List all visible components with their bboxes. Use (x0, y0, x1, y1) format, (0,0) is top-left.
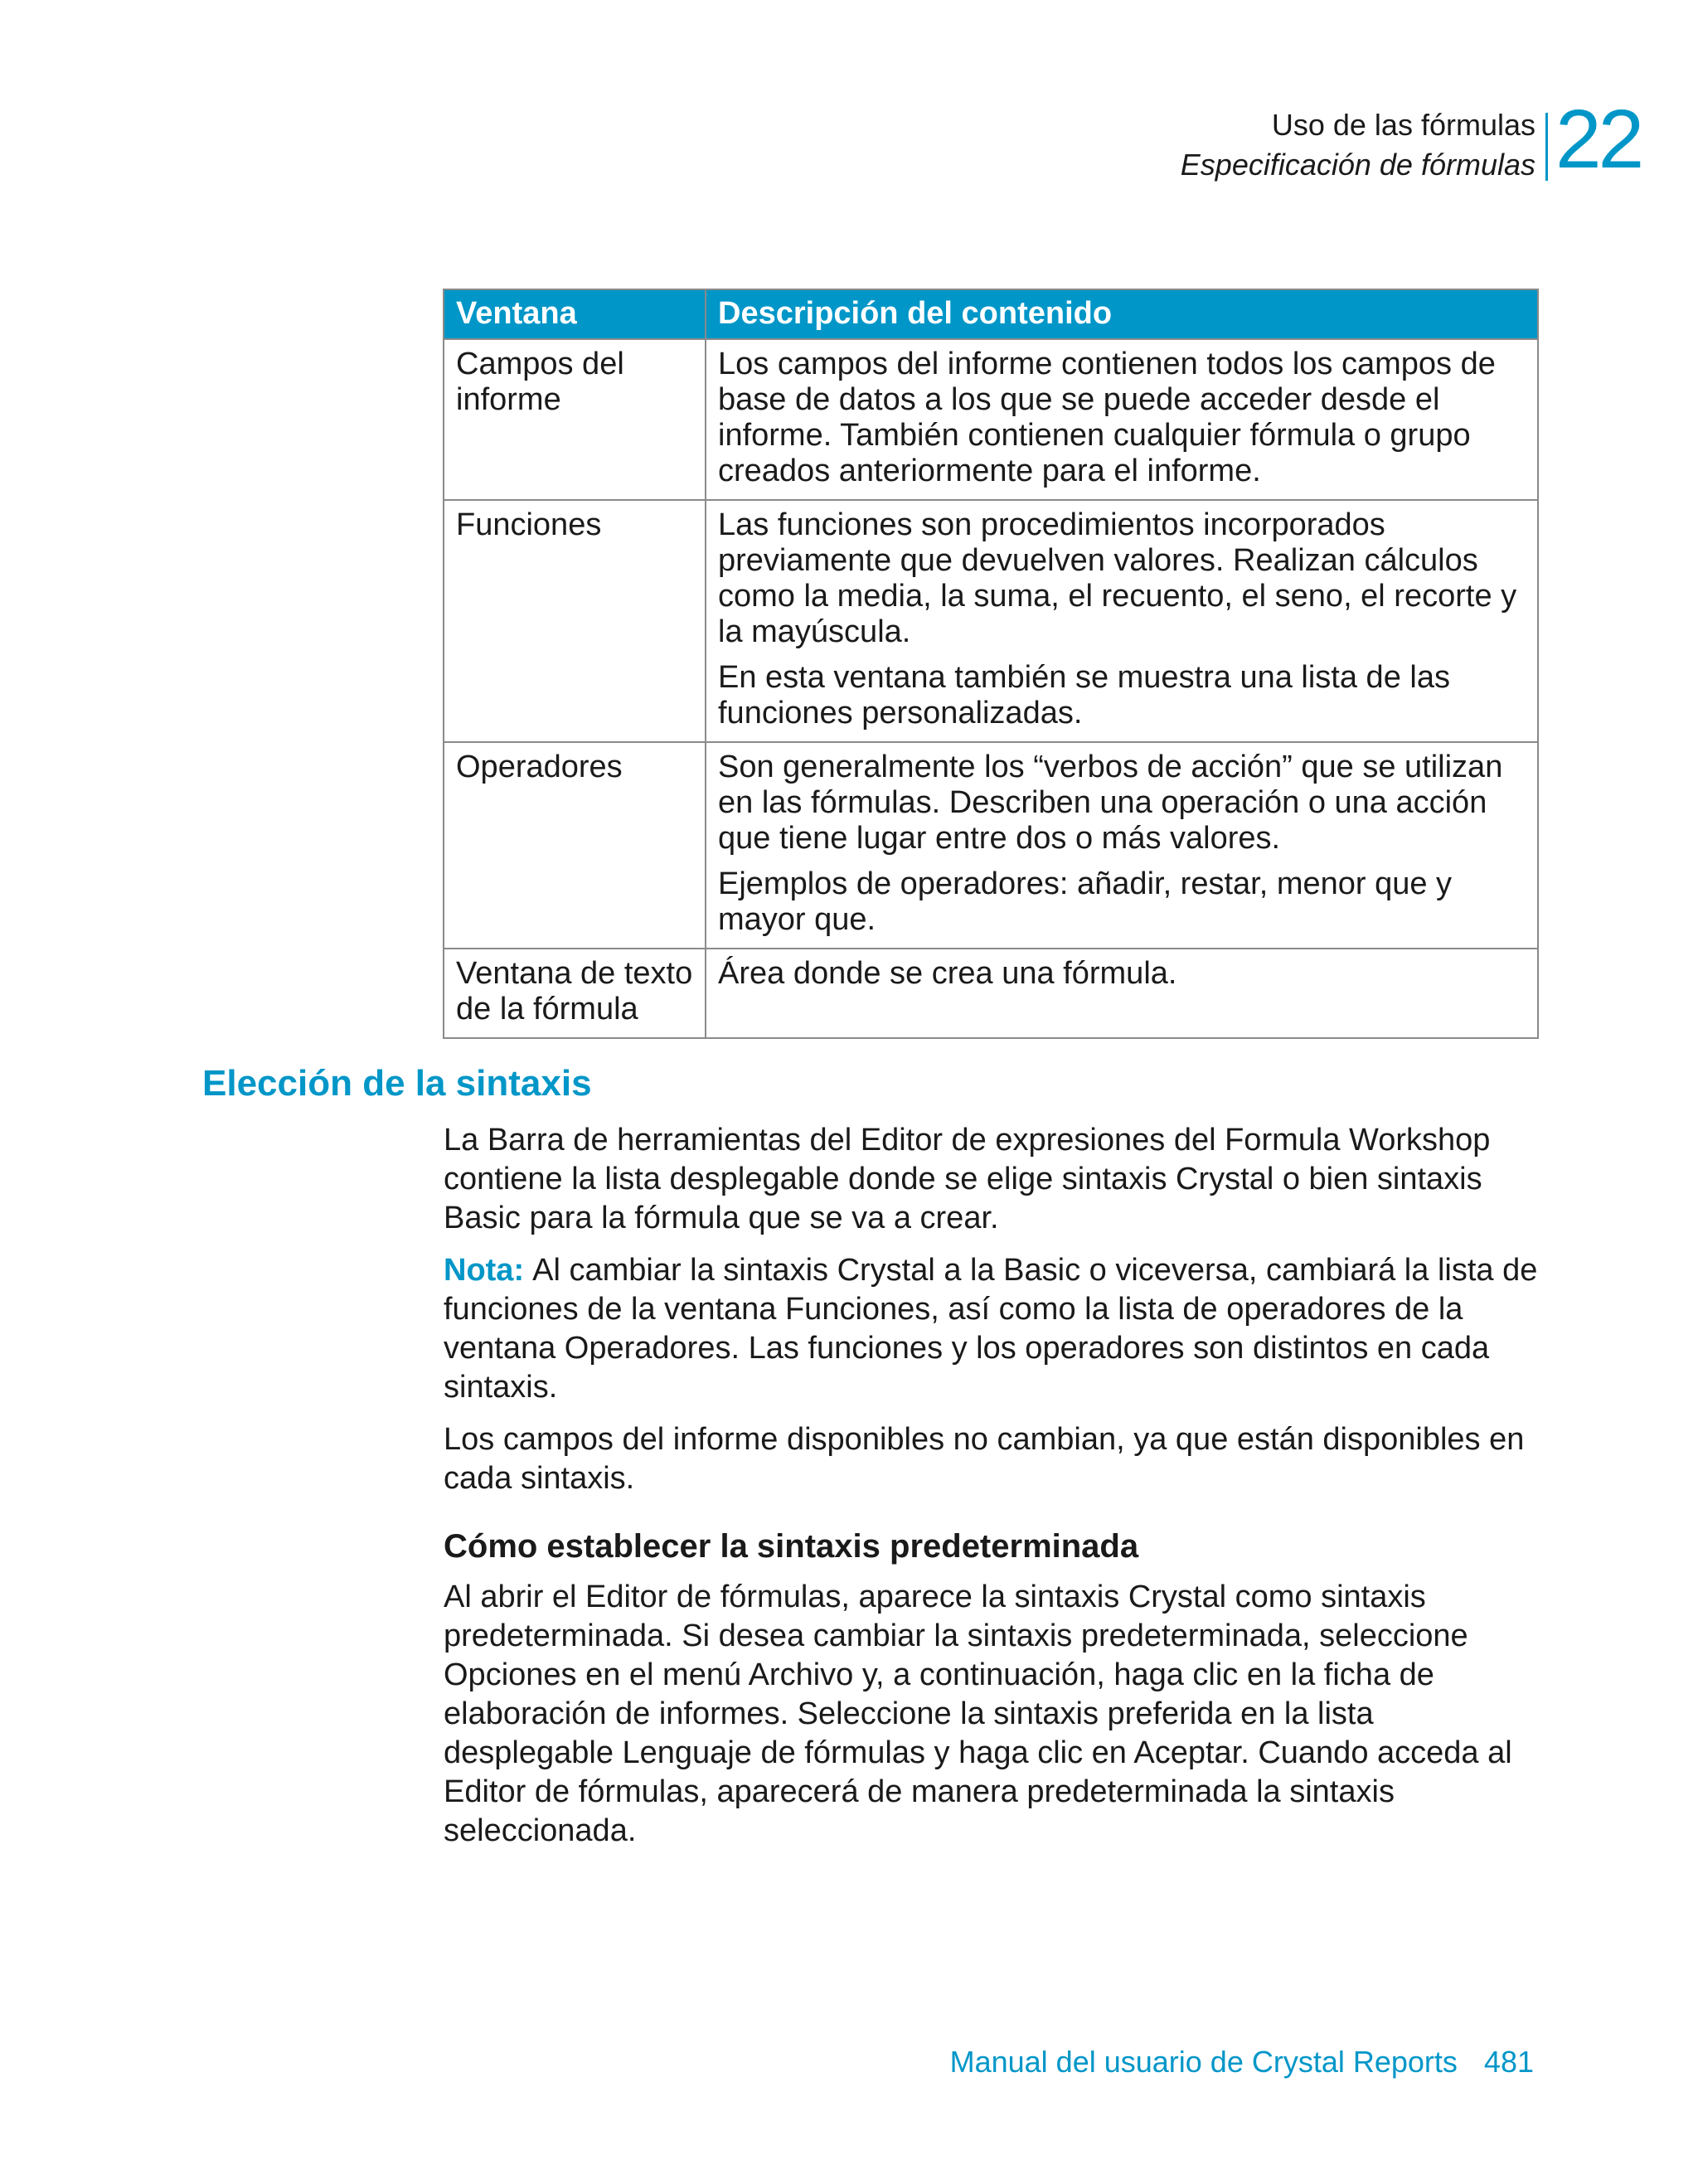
description-text: Las funciones son procedimientos incorporados previamente que devuelven valores. Realizan cálculos como la media, la suma, el recuento, el seno, el recorte y la mayúscula. (718, 507, 1517, 649)
page-number: 481 (1483, 2045, 1534, 2079)
note-text: Al cambiar la sintaxis Crystal a la Basic o viceversa, cambiará la lista de funciones de la ventana Funciones, así como la lista de operadores de la ventana Operadores. Las funciones y los operadores son distintos en cada sintaxis. (444, 1253, 1538, 1405)
window-cell: Funciones (444, 500, 706, 742)
table-row (444, 500, 1538, 742)
description-text: Ejemplos de operadores: añadir, restar, menor que y mayor que. (718, 866, 1453, 937)
table-header-row (444, 289, 1538, 339)
running-header (0, 0, 1698, 199)
description-cell (706, 742, 1538, 949)
description-cell (706, 949, 1538, 1038)
table-row (444, 339, 1538, 500)
window-cell: Campos del informe (444, 339, 706, 500)
chapter-title: Uso de las fórmulas (1271, 108, 1535, 142)
book-title: Manual del usuario de Crystal Reports (949, 2045, 1458, 2079)
window-cell: Operadores (444, 742, 706, 949)
column-header-window: Ventana (444, 289, 706, 339)
note-label: Nota: (444, 1253, 525, 1288)
chapter-number: 22 (1555, 93, 1642, 186)
description-cell (706, 339, 1538, 500)
header-divider (1545, 113, 1548, 181)
column-header-description: Descripción del contenido (706, 289, 1538, 339)
description-text: En esta ventana también se muestra una lista de las funciones personalizadas. (718, 660, 1450, 730)
section-heading: Elección de la sintaxis (202, 1063, 592, 1104)
description-cell (706, 500, 1538, 742)
table-row (444, 949, 1538, 1038)
paragraph: Al abrir el Editor de fórmulas, aparece la sintaxis Crystal como sintaxis predeterminada. Si desea cambiar la sintaxis predeterminada, seleccione Opciones en el menú Archivo y, a continuación, haga clic en la ficha de elaboración de informes. Seleccione la sintaxis preferida en la lista desplegable Lenguaje de fórmulas y haga clic en Aceptar. Cuando acceda al Editor de fórmulas, aparecerá de manera predeterminada la sintaxis seleccionada. (444, 1580, 1512, 1848)
paragraph: Los campos del informe disponibles no cambian, ya que están disponibles en cada sintaxis. (444, 1422, 1525, 1496)
section-title-header: Especificación de fórmulas (1180, 148, 1535, 182)
page-footer (950, 2045, 1534, 2080)
description-text: Son generalmente los “verbos de acción” que se utilizan en las fórmulas. Describen una operación o una acción que tiene lugar entre dos o más valores. (718, 750, 1503, 856)
description-text: Área donde se crea una fórmula. (718, 956, 1177, 991)
section-body (444, 1121, 1542, 1864)
window-cell: Ventana de texto de la fórmula (444, 949, 706, 1038)
subsection-heading: Cómo establecer la sintaxis predeterminada (444, 1528, 1139, 1565)
paragraph: La Barra de herramientas del Editor de expresiones del Formula Workshop contiene la lista desplegable donde se elige sintaxis Crystal o bien sintaxis Basic para la fórmula que se va a crear. (444, 1123, 1491, 1235)
windows-table (443, 289, 1539, 1039)
note (444, 1251, 1542, 1407)
table-row (444, 742, 1538, 949)
description-text: Los campos del informe contienen todos los campos de base de datos a los que se puede acceder desde el informe. También contienen cualquier fórmula o grupo creados anteriormente para el informe. (718, 347, 1496, 488)
